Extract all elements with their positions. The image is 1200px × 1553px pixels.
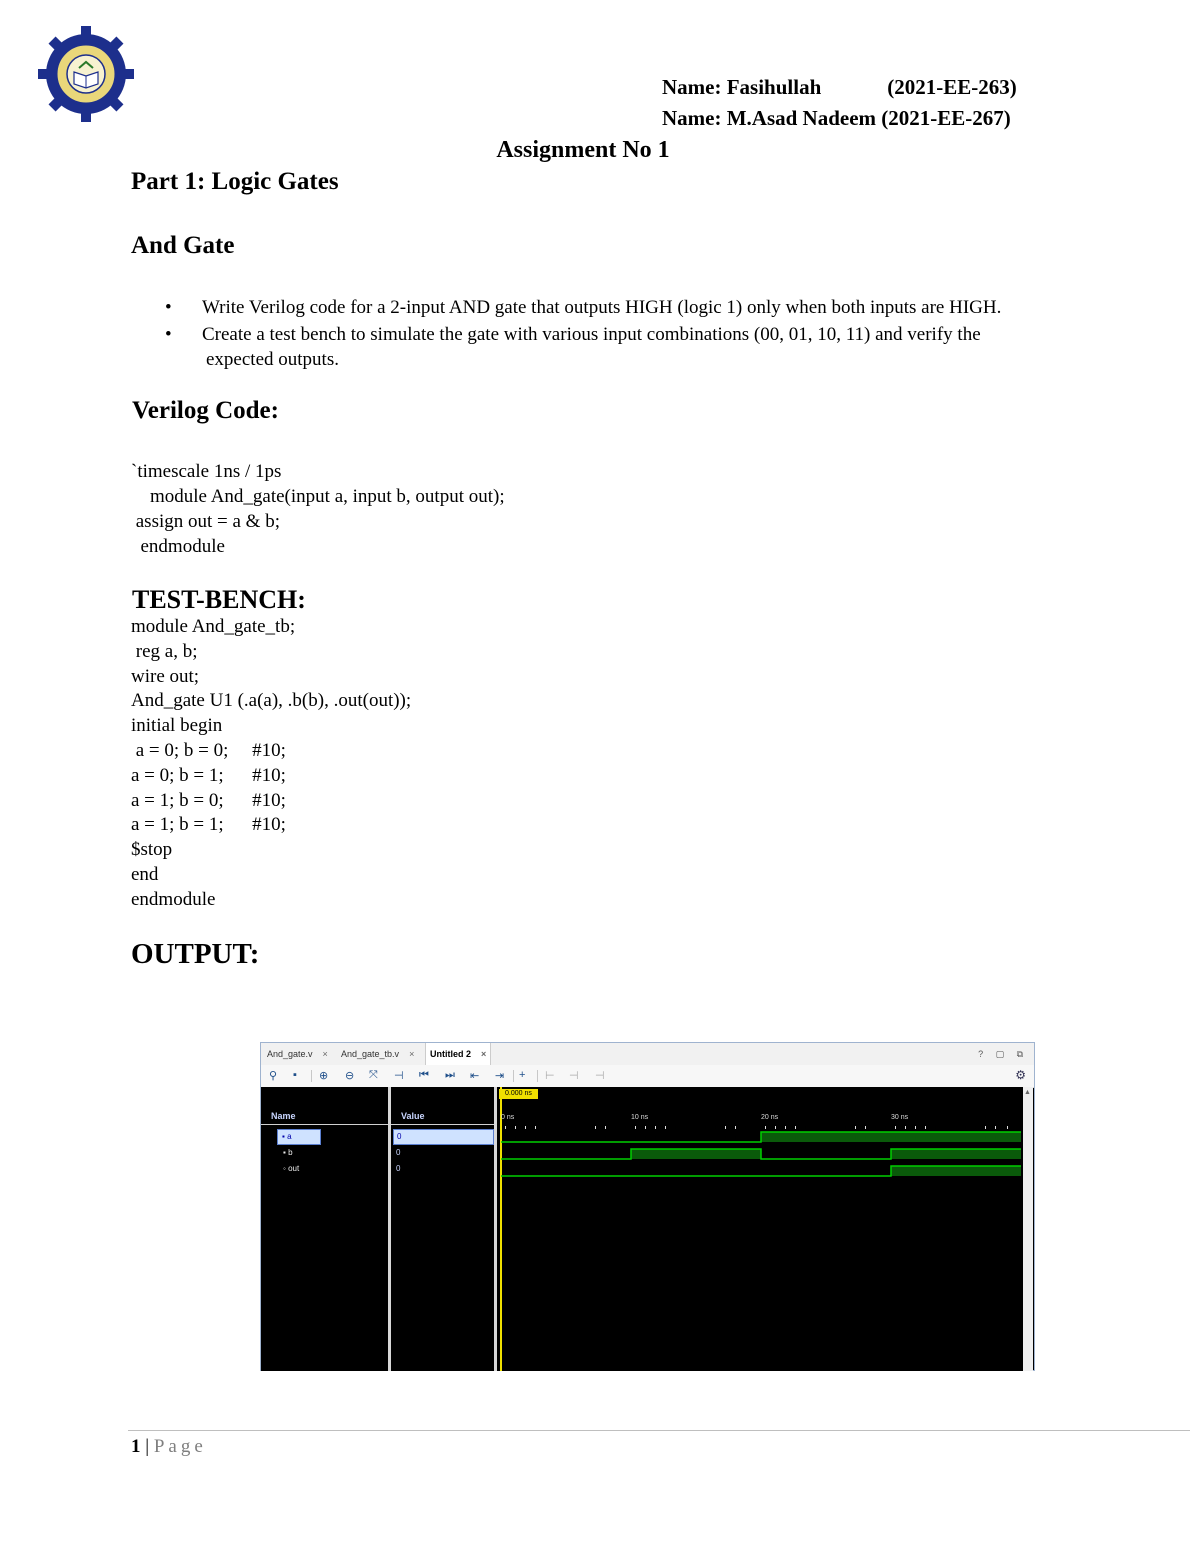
time-tick <box>785 1126 786 1129</box>
author-id: (2021-EE-267) <box>881 106 1011 130</box>
cursor-time-label: 0.000 ns <box>499 1089 538 1099</box>
high-level-fill <box>761 1132 891 1142</box>
list-item-text: Write Verilog code for a 2-input AND gate that outputs HIGH (logic 1) only when both inputs are HIGH. <box>202 297 1002 318</box>
verilog-code: `timescale 1ns / 1ps module And_gate(input a, input b, output out); assign out = a & b; endmodule <box>131 461 505 557</box>
time-tick <box>985 1126 986 1129</box>
time-tick <box>645 1126 646 1129</box>
name-column-header: Name <box>261 1107 389 1125</box>
time-tick <box>915 1126 916 1129</box>
signal-label: out <box>288 1164 300 1173</box>
previous-transition-icon[interactable]: ⇤ <box>470 1070 480 1082</box>
list-item <box>160 322 1150 372</box>
waveform-pane <box>497 1087 1033 1371</box>
signal-value: 0 <box>396 1164 401 1173</box>
author-id: (2021-EE-263) <box>887 75 1017 99</box>
waveform-traces <box>501 1129 1021 1189</box>
tab-label: And_gate_tb.v <box>341 1049 400 1059</box>
task-list <box>160 295 1150 372</box>
close-icon[interactable]: × <box>481 1049 487 1059</box>
signal-a[interactable]: ▪ a <box>277 1129 321 1145</box>
time-tick <box>765 1126 766 1129</box>
time-tick <box>1007 1126 1008 1129</box>
time-tick <box>655 1126 656 1129</box>
time-tick <box>925 1126 926 1129</box>
tab-label: Untitled 2 <box>430 1049 472 1059</box>
time-label: 10 ns <box>631 1114 649 1121</box>
save-icon[interactable]: ▪ <box>293 1069 297 1081</box>
signal-out[interactable]: ◦ out <box>283 1164 300 1173</box>
time-tick <box>605 1126 606 1129</box>
close-icon[interactable]: × <box>322 1049 328 1059</box>
page-number: 1 <box>131 1436 141 1457</box>
list-item-text: expected outputs. <box>206 349 339 370</box>
search-icon[interactable]: ⚲ <box>269 1070 278 1082</box>
part-heading: Part 1: Logic Gates <box>131 168 339 195</box>
time-tick <box>775 1126 776 1129</box>
time-tick <box>535 1126 536 1129</box>
signal-value-pane <box>391 1087 495 1371</box>
tab-untitled-2[interactable] <box>425 1043 491 1065</box>
high-level-fill <box>891 1132 1021 1142</box>
high-level-fill <box>891 1149 1021 1159</box>
author-row <box>662 103 1017 134</box>
add-cursor-icon[interactable]: + <box>519 1069 526 1081</box>
list-item-text: Create a test bench to simulate the gate with various input combinations (00, 01, 10, 11) and verify the <box>202 324 981 345</box>
time-tick <box>895 1126 896 1129</box>
list-item <box>160 295 1150 320</box>
time-tick <box>515 1126 516 1129</box>
verilog-heading: Verilog Code: <box>132 397 279 424</box>
end-icon[interactable]: ⊣ <box>595 1070 605 1082</box>
footer-separator: | <box>140 1436 154 1457</box>
bullet-icon: • <box>165 297 172 318</box>
gear-icon[interactable]: ⚙ <box>1015 1068 1026 1082</box>
time-label: 30 ns <box>891 1114 909 1121</box>
signal-name-pane <box>261 1087 389 1371</box>
tab-and-gate-v[interactable] <box>263 1043 332 1065</box>
author-row <box>662 72 1017 103</box>
high-level-fill <box>891 1166 1021 1176</box>
time-tick <box>795 1126 796 1129</box>
section-heading: And Gate <box>131 232 235 259</box>
editor-tab-bar <box>261 1043 1034 1066</box>
page-footer <box>131 1436 207 1458</box>
waveform-viewer <box>260 1042 1035 1371</box>
university-logo <box>36 24 136 124</box>
window-controls[interactable]: ? ▢ ⧉ <box>978 1049 1028 1059</box>
time-tick <box>905 1126 906 1129</box>
signal-label: a <box>287 1132 292 1141</box>
page-word: Page <box>153 1436 207 1457</box>
signal-value: 0 <box>393 1129 494 1145</box>
high-level-fill <box>631 1149 761 1159</box>
time-tick <box>665 1126 666 1129</box>
author-name: Name: Fasihullah <box>662 75 822 99</box>
go-to-start-icon[interactable]: ⏮ <box>419 1069 429 1081</box>
time-tick <box>735 1126 736 1129</box>
time-tick <box>855 1126 856 1129</box>
testbench-heading: TEST-BENCH: <box>132 585 306 614</box>
author-name: Name: M.Asad Nadeem <box>662 106 877 130</box>
next-transition-icon[interactable]: ⇥ <box>495 1070 505 1082</box>
time-tick <box>505 1126 506 1129</box>
testbench-code: module And_gate_tb; reg a, b; wire out; And_gate U1 (.a(a), .b(b), .out(out)); initial begin a = 0; b = 0; #10; a = 0; b = 1; #10; a = 1; b = 0; #10; a = 1; b = 1; #10; $stop end endmodule <box>131 616 412 910</box>
time-tick <box>595 1126 596 1129</box>
waveform-toolbar <box>261 1065 1034 1088</box>
swap-icon[interactable]: ⊢ <box>545 1070 555 1082</box>
tab-and-gate-tb-v[interactable] <box>337 1043 418 1065</box>
assignment-title: Assignment No 1 <box>496 137 670 163</box>
time-tick <box>635 1126 636 1129</box>
bullet-icon: • <box>165 324 172 345</box>
footer-divider <box>128 1430 1190 1431</box>
time-tick <box>865 1126 866 1129</box>
zoom-in-icon[interactable]: ⊕ <box>319 1070 329 1082</box>
time-label: 0 ns <box>501 1114 515 1121</box>
vertical-scrollbar[interactable]: ▲ <box>1023 1087 1033 1371</box>
go-to-end-icon[interactable]: ⏭ <box>445 1069 455 1081</box>
snap-icon[interactable]: ⊣ <box>569 1070 579 1082</box>
signal-value: 0 <box>396 1148 401 1157</box>
add-marker-icon[interactable]: ⊣ <box>394 1070 404 1082</box>
signal-b[interactable]: ▪ b <box>283 1148 293 1157</box>
output-heading: OUTPUT: <box>131 938 260 970</box>
zoom-fit-icon[interactable]: ⤧ <box>369 1069 378 1081</box>
time-tick <box>995 1126 996 1129</box>
time-tick <box>725 1126 726 1129</box>
author-block <box>662 72 1017 134</box>
time-tick <box>525 1126 526 1129</box>
value-column-header: Value <box>391 1107 495 1125</box>
time-label: 20 ns <box>761 1114 779 1121</box>
tab-label: And_gate.v <box>267 1049 313 1059</box>
zoom-out-icon[interactable]: ⊖ <box>345 1070 355 1082</box>
signal-label: b <box>288 1148 293 1157</box>
close-icon[interactable]: × <box>409 1049 415 1059</box>
